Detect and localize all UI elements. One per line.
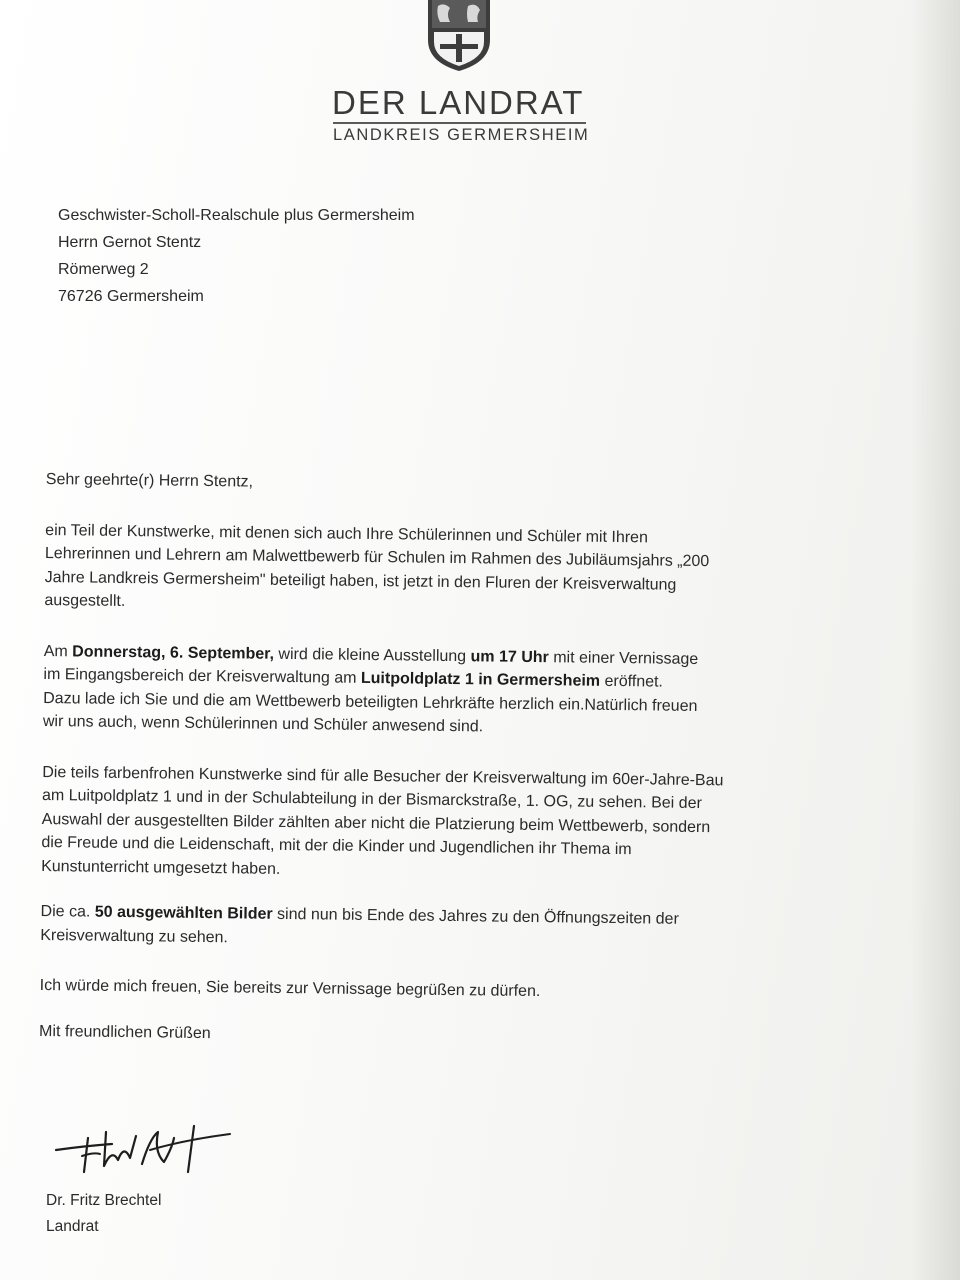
paragraph-4 bbox=[40, 900, 741, 956]
paragraph-3 bbox=[41, 760, 742, 886]
text-line: wir uns auch, wenn Schülerinnen und Schüler anwesend sind. bbox=[42, 712, 484, 736]
text-line: Auswahl der ausgestellten Bilder zählten aber nicht die Platzierung beim Wettbewerb, sondern bbox=[41, 810, 711, 836]
count-bold: 50 ausgewählten Bilder bbox=[94, 903, 273, 923]
text-span: im Eingangsbereich der Kreisverwaltung am bbox=[43, 665, 362, 687]
text-line: Kunstunterricht umgesetzt haben. bbox=[41, 857, 281, 878]
paragraph-5: Ich würde mich freuen, Sie bereits zur Vernissage begrüßen zu dürfen. bbox=[39, 976, 541, 1001]
recipient-address bbox=[58, 202, 415, 310]
text-line: Lehrerinnen und Lehrern am Malwettbewerb für Schulen im Rahmen des Jubiläumsjahrs „200 bbox=[44, 544, 710, 571]
text-span: wird die kleine Ausstellung bbox=[273, 645, 471, 665]
recipient-name: Herrn Gernot Stentz bbox=[58, 234, 202, 251]
letterhead-title: DER LANDRAT bbox=[332, 84, 585, 121]
signer-name: Dr. Fritz Brechtel bbox=[46, 1192, 162, 1209]
time-bold: um 17 Uhr bbox=[470, 647, 549, 666]
text-line: Die teils farbenfrohen Kunstwerke sind für alle Besucher der Kreisverwaltung im 60er-Jahre-Bau bbox=[42, 763, 724, 789]
paragraph-2 bbox=[43, 639, 744, 742]
text-span: eröffnet. bbox=[599, 672, 664, 691]
salutation: Sehr geehrte(r) Herrn Stentz, bbox=[45, 470, 254, 491]
letter-body bbox=[39, 468, 746, 1052]
recipient-school: Geschwister-Scholl-Realschule plus Germersheim bbox=[58, 207, 415, 224]
text-span: Am bbox=[43, 642, 73, 660]
signer-block bbox=[46, 1188, 161, 1240]
recipient-city: 76726 Germersheim bbox=[58, 288, 204, 305]
letterhead-subtitle: LANDKREIS GERMERSHEIM bbox=[333, 126, 590, 144]
handwritten-signature-icon bbox=[54, 1118, 234, 1178]
text-line: Dazu lade ich Sie und die am Wettbewerb beteiligten Lehrkräfte herzlich ein.Natürlich freuen bbox=[43, 689, 698, 715]
text-span: sind nun bis Ende des Jahres zu den Öffnungszeiten der bbox=[272, 905, 679, 928]
date-bold: Donnerstag, 6. September, bbox=[72, 642, 275, 663]
text-span: mit einer Vernissage bbox=[548, 648, 699, 668]
closing: Mit freundlichen Grüßen bbox=[39, 1022, 211, 1042]
location-bold: Luitpoldplatz 1 in Germersheim bbox=[360, 669, 601, 690]
text-line: Jahre Landkreis Germersheim" beteiligt haben, ist jetzt in den Fluren der Kreisverwaltung bbox=[44, 568, 677, 594]
text-span: Die ca. bbox=[40, 902, 95, 921]
signer-title: Landrat bbox=[46, 1218, 99, 1235]
text-line: ein Teil der Kunstwerke, mit denen sich auch Ihre Schülerinnen und Schüler mit Ihren bbox=[45, 521, 649, 546]
coat-of-arms-icon bbox=[424, 0, 494, 72]
paragraph-1 bbox=[44, 518, 745, 621]
recipient-street: Römerweg 2 bbox=[58, 261, 149, 278]
text-line: am Luitpoldplatz 1 und in der Schulabteilung in der Bismarckstraße, 1. OG, zu sehen. Bei der bbox=[41, 786, 702, 813]
letterhead-divider bbox=[333, 122, 586, 124]
text-line: Kreisverwaltung zu sehen. bbox=[40, 926, 229, 946]
text-line: ausgestellt. bbox=[44, 591, 126, 610]
page-shadow bbox=[910, 0, 960, 1280]
text-line: die Freude und die Leidenschaft, mit der die Kinder und Jugendlichen ihr Thema im bbox=[41, 833, 632, 859]
